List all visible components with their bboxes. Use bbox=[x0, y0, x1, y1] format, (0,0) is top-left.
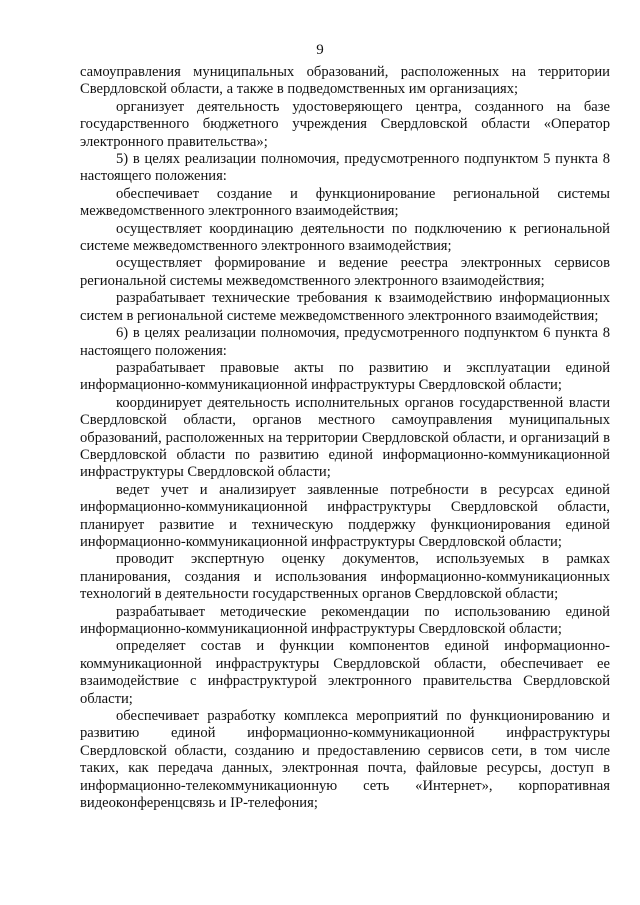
paragraph: координирует деятельность исполнительных органов государственной власти Свердловской области, органов местного самоуправления муниципальных образований, расположенных на территории Свердловской области, и организаций в Свердловской области по развитию единой информационно-коммуникационной инфраструктуры Свердловской области; bbox=[80, 394, 610, 481]
paragraph: организует деятельность удостоверяющего центра, созданного на базе государственного бюджетного учреждения Свердловской области «Оператор электронного правительства»; bbox=[80, 98, 610, 150]
paragraph: самоуправления муниципальных образований, расположенных на территории Свердловской области, а также в подведомственных им организациях; bbox=[80, 64, 610, 98]
page-number: 9 bbox=[316, 42, 324, 58]
paragraph: разрабатывает методические рекомендации по использованию единой информационно-коммуникационной инфраструктуры Свердловской области; bbox=[80, 603, 610, 637]
paragraph: обеспечивает создание и функционирование региональной системы межведомственного электронного взаимодействия; bbox=[80, 185, 610, 220]
paragraph: осуществляет формирование и ведение реестра электронных сервисов региональной системы межведомственного электронного взаимодействия; bbox=[80, 255, 610, 289]
paragraph: 5) в целях реализации полномочия, предусмотренного подпунктом 5 пункта 8 настоящего положения: bbox=[80, 151, 610, 185]
paragraph: определяет состав и функции компонентов единой информационно-коммуникационной инфраструктуры Свердловской области, обеспечивает ее взаимодействие с инфраструктурой электронного правительства Свердловской области; bbox=[80, 638, 610, 707]
paragraph: 6) в целях реализации полномочия, предусмотренного подпунктом 6 пункта 8 настоящего положения: bbox=[80, 325, 610, 359]
paragraph: обеспечивает разработку комплекса мероприятий по функционированию и развитию единой информационно-коммуникационной инфраструктуры Свердловской области, созданию и предоставлению сервисов сети, в том числе таких, как передача данных, электронная почта, файловые ресурсы, доступ в информационно-телекоммуникационную сеть «Интернет», корпоративная видеоконференцсвязь и IP-телефония; bbox=[80, 708, 610, 812]
paragraph: разрабатывает правовые акты по развитию и эксплуатации единой информационно-коммуникационной инфраструктуры Свердловской области; bbox=[80, 359, 610, 394]
paragraph: разрабатывает технические требования к взаимодействию информационных систем в региональной системе межведомственного электронного взаимодействия; bbox=[80, 290, 610, 324]
document-body bbox=[80, 64, 610, 812]
paragraph: осуществляет координацию деятельности по подключению к региональной системе межведомственного электронного взаимодействия; bbox=[80, 220, 610, 255]
paragraph: ведет учет и анализирует заявленные потребности в ресурсах единой информационно-коммуникационной инфраструктуры Свердловской области, планирует развитие и техническую поддержку функционирования единой информационно-коммуникационной инфраструктуры Свердловской области; bbox=[80, 481, 610, 550]
paragraph: проводит экспертную оценку документов, используемых в рамках планирования, создания и использования информационно-коммуникационных технологий в деятельности государственных органов Свердловской области; bbox=[80, 551, 610, 603]
